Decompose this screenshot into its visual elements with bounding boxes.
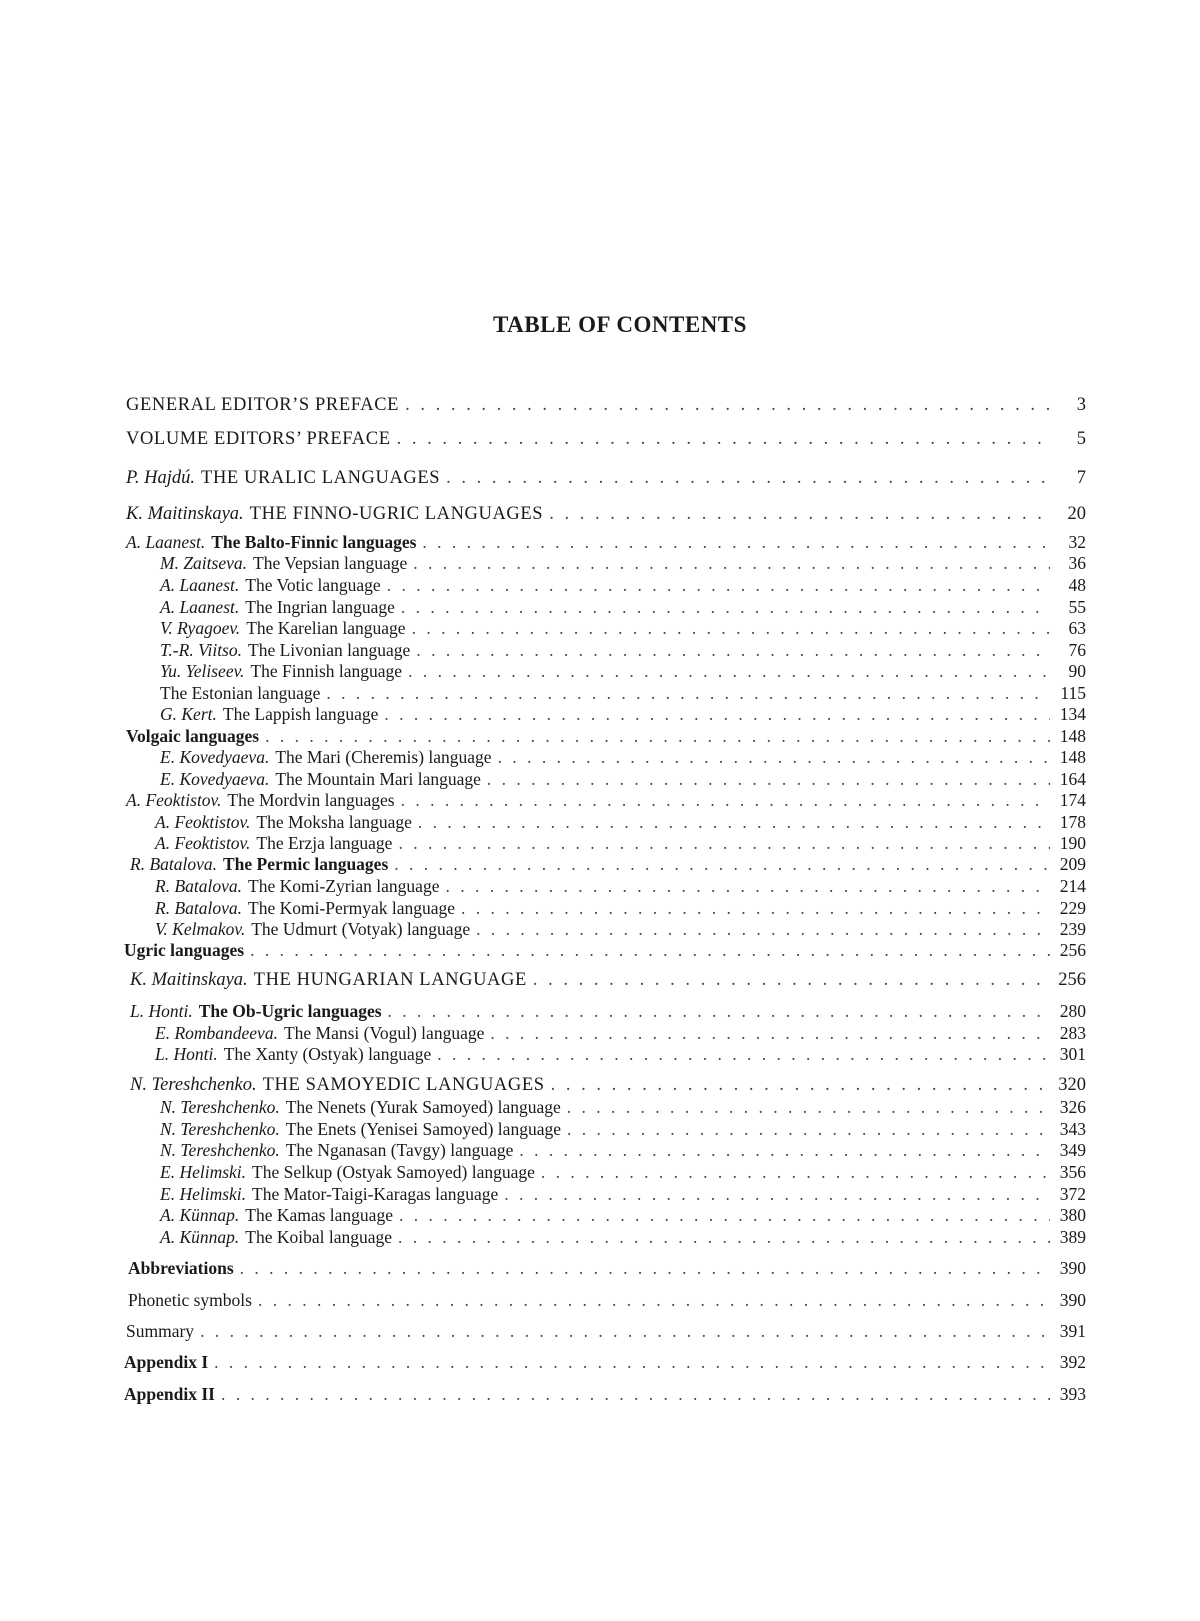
toc-entry-title: The Finnish language [250, 661, 403, 681]
toc-entry-author: E. Helimski. [160, 1184, 247, 1204]
dot-leader [567, 1118, 1050, 1140]
toc-entry-title: The Karelian language [246, 618, 406, 638]
toc-entry-author: A. Feoktistov. [155, 833, 251, 853]
toc-entry-author: E. Helimski. [160, 1162, 247, 1182]
toc-entry-page-number: 372 [1059, 1184, 1086, 1204]
toc-entry-page-number: 326 [1059, 1097, 1086, 1117]
toc-entry-page-number: 392 [1059, 1352, 1086, 1372]
toc-entry-page-number: 7 [1076, 468, 1086, 488]
toc-entry [160, 703, 1086, 725]
toc-entry-title: Summary [126, 1321, 195, 1341]
toc-entry-page-number: 164 [1059, 769, 1086, 789]
dot-leader [200, 1320, 1050, 1342]
toc-entry [160, 1183, 1086, 1205]
toc-entry [124, 1351, 1086, 1373]
toc-entry [160, 574, 1086, 596]
dot-leader [533, 969, 1050, 991]
toc-entry [160, 682, 1086, 704]
toc-entry-page-number: 380 [1059, 1205, 1086, 1225]
toc-entry-title: The Permic languages [223, 854, 389, 874]
toc-entry [126, 503, 1086, 525]
dot-leader [461, 897, 1050, 919]
toc-entry-author: T.-R. Viitso. [160, 640, 242, 660]
toc-entry-title: The Mansi (Vogul) language [283, 1023, 485, 1043]
toc-entry [160, 639, 1086, 661]
toc-entry-author: P. Hajdú. [126, 468, 196, 488]
toc-entry [126, 789, 1086, 811]
toc-entry-page-number: 174 [1059, 790, 1086, 810]
toc-entry-page-number: 55 [1068, 597, 1086, 617]
toc-entry-author: A. Laanest. [160, 597, 240, 617]
toc-entry-author: V. Kelmakov. [155, 919, 246, 939]
toc-entry-page-number: 90 [1068, 661, 1086, 681]
dot-leader [476, 918, 1050, 940]
dot-leader [445, 875, 1050, 897]
toc-entry-page-number: 115 [1060, 683, 1086, 703]
toc-entry-author: A. Laanest. [126, 532, 206, 552]
toc-entry [126, 531, 1086, 553]
toc-entry-title: GENERAL EDITOR’S PREFACE [126, 395, 400, 415]
toc-entry-page-number: 256 [1059, 940, 1086, 960]
toc-entry-page-number: 389 [1059, 1227, 1086, 1247]
toc-entry-title: Abbreviations [128, 1258, 234, 1278]
toc-entry [128, 1257, 1086, 1279]
toc-entry [155, 811, 1086, 833]
dot-leader [413, 552, 1050, 574]
toc-entry-page-number: 229 [1059, 898, 1086, 918]
dot-leader [446, 467, 1050, 489]
dot-leader [401, 596, 1050, 618]
toc-entry-page-number: 283 [1059, 1023, 1086, 1043]
toc-entry-title: The Ob-Ugric languages [198, 1001, 382, 1021]
dot-leader [221, 1383, 1050, 1405]
toc-entry-page-number: 134 [1059, 704, 1086, 724]
dot-leader [258, 1289, 1050, 1311]
dot-leader [388, 1000, 1050, 1022]
toc-entry-title: THE HUNGARIAN LANGUAGE [253, 970, 527, 990]
toc-entry-author: V. Ryagoev. [160, 618, 241, 638]
toc-entry-page-number: 390 [1059, 1290, 1086, 1310]
toc-entry-title: THE URALIC LANGUAGES [201, 468, 441, 488]
dot-leader [405, 394, 1050, 416]
toc-entry [155, 832, 1086, 854]
dot-leader [498, 746, 1050, 768]
dot-leader [326, 682, 1050, 704]
toc-entry [126, 428, 1086, 450]
toc-entry-page-number: 63 [1068, 618, 1086, 638]
toc-entry-author: A. Künnap. [160, 1205, 240, 1225]
toc-entry-page-number: 343 [1059, 1119, 1086, 1139]
dot-leader [412, 617, 1050, 639]
toc-entry-author: R. Batalova. [155, 876, 242, 896]
dot-leader [551, 1074, 1050, 1096]
toc-entry-author: L. Honti. [130, 1001, 193, 1021]
toc-entry [160, 660, 1086, 682]
toc-entry-page-number: 209 [1059, 854, 1086, 874]
toc-entry-title: Ugric languages [124, 940, 245, 960]
dot-leader [487, 768, 1050, 790]
dot-leader [422, 531, 1050, 553]
toc-entry-author: N. Tereshchenko. [160, 1119, 280, 1139]
toc-entry [160, 1161, 1086, 1183]
toc-entry-title: The Komi-Permyak language [248, 898, 456, 918]
toc-entry-title: The Udmurt (Votyak) language [251, 919, 471, 939]
toc-entry [160, 1118, 1086, 1140]
toc-entry [160, 1204, 1086, 1226]
toc-entry [130, 1074, 1086, 1096]
dot-leader [240, 1257, 1050, 1279]
toc-entry-title: THE SAMOYEDIC LANGUAGES [262, 1075, 545, 1095]
toc-entry-author: N. Tereshchenko. [130, 1075, 257, 1095]
toc-entry-title: THE FINNO-UGRIC LANGUAGES [249, 504, 544, 524]
toc-entry-page-number: 190 [1059, 833, 1086, 853]
toc-entry-page-number: 349 [1059, 1140, 1086, 1160]
toc-entry [160, 1139, 1086, 1161]
toc-entry-title: The Koibal language [245, 1227, 393, 1247]
toc-entry-title: The Vepsian language [253, 553, 408, 573]
toc-entry [130, 853, 1086, 875]
toc-entry-page-number: 301 [1059, 1044, 1086, 1064]
toc-entry-page-number: 356 [1059, 1162, 1086, 1182]
toc-entry-page-number: 76 [1068, 640, 1086, 660]
dot-leader [490, 1022, 1050, 1044]
toc-entry [160, 746, 1086, 768]
toc-entry-author: Yu. Yeliseev. [160, 661, 245, 681]
toc-entry-title: Appendix I [124, 1352, 209, 1372]
toc-entry-author: E. Rombandeeva. [155, 1023, 278, 1043]
dot-leader [394, 853, 1050, 875]
dot-leader [401, 789, 1050, 811]
dot-leader [504, 1183, 1050, 1205]
toc-entry-title: The Mountain Mari language [275, 769, 481, 789]
toc-entry-title: The Enets (Yenisei Samoyed) language [285, 1119, 561, 1139]
toc-entry-title: The Livonian language [248, 640, 411, 660]
dot-leader [549, 503, 1050, 525]
toc-entry [126, 467, 1086, 489]
toc-entry-title: Appendix II [124, 1384, 215, 1404]
dot-leader [567, 1096, 1050, 1118]
toc-entry-title: The Votic language [245, 575, 381, 595]
toc-entry-title: The Xanty (Ostyak) language [223, 1044, 432, 1064]
toc-entry-page-number: 36 [1068, 553, 1086, 573]
toc-entry-author: A. Künnap. [160, 1227, 240, 1247]
toc-entry-page-number: 280 [1059, 1001, 1086, 1021]
toc-entry-title: The Nganasan (Tavgy) language [285, 1140, 514, 1160]
toc-entry [155, 875, 1086, 897]
toc-entry-page-number: 320 [1058, 1075, 1086, 1095]
toc-entry-title: The Kamas language [245, 1205, 393, 1225]
toc-entry-title: The Balto-Finnic languages [211, 532, 417, 552]
toc-entry-title: The Komi-Zyrian language [248, 876, 440, 896]
toc-entry-page-number: 239 [1059, 919, 1086, 939]
dot-leader [397, 428, 1050, 450]
toc-entry [155, 918, 1086, 940]
dot-leader [384, 703, 1050, 725]
toc-entry [126, 394, 1086, 416]
toc-entry-author: A. Feoktistov. [126, 790, 222, 810]
dot-leader [387, 574, 1050, 596]
toc-entry [126, 725, 1086, 747]
toc-entry-title: The Nenets (Yurak Samoyed) language [285, 1097, 561, 1117]
toc-entry-title: The Mator-Taigi-Karagas language [252, 1184, 499, 1204]
toc-entry [160, 596, 1086, 618]
toc-entry-title: Volgaic languages [126, 726, 260, 746]
dot-leader [399, 1204, 1050, 1226]
dot-leader [437, 1043, 1050, 1065]
toc-entry-author: A. Laanest. [160, 575, 240, 595]
dot-leader [418, 811, 1050, 833]
toc-entry-author: E. Kovedyaeva. [160, 747, 270, 767]
toc-entry-page-number: 256 [1058, 970, 1086, 990]
toc-entry [160, 1226, 1086, 1248]
dot-leader [398, 832, 1050, 854]
toc-entry-title: The Estonian language [160, 683, 321, 703]
toc-entry-page-number: 5 [1076, 429, 1086, 449]
toc-entry-page-number: 48 [1068, 575, 1086, 595]
toc-entry-title: The Mordvin languages [227, 790, 395, 810]
dot-leader [519, 1139, 1050, 1161]
toc-entry [126, 1320, 1086, 1342]
toc-entry-page-number: 148 [1059, 726, 1086, 746]
toc-entry-page-number: 393 [1059, 1384, 1086, 1404]
toc-entry [155, 1022, 1086, 1044]
toc-entry [124, 939, 1086, 961]
toc-entry-page-number: 3 [1076, 395, 1086, 415]
toc-entry-page-number: 178 [1059, 812, 1086, 832]
toc-entry [155, 897, 1086, 919]
toc-entry-title: The Mari (Cheremis) language [275, 747, 492, 767]
toc-entry-author: G. Kert. [160, 704, 217, 724]
dot-leader [265, 725, 1050, 747]
toc-entry-page-number: 20 [1067, 504, 1086, 524]
toc-entry-author: M. Zaitseva. [160, 553, 248, 573]
toc-entry [160, 768, 1086, 790]
dot-leader [416, 639, 1050, 661]
toc-entry-author: K. Maitinskaya. [126, 504, 244, 524]
toc-entry-author: R. Batalova. [130, 854, 217, 874]
toc-entry-author: K. Maitinskaya. [130, 970, 248, 990]
toc-entry-page-number: 32 [1068, 532, 1086, 552]
toc-entry [124, 1383, 1086, 1405]
toc-entry-title: Phonetic symbols [128, 1290, 252, 1310]
toc-entry [160, 617, 1086, 639]
toc-entry-author: A. Feoktistov. [155, 812, 251, 832]
dot-leader [214, 1351, 1050, 1373]
toc-entry [160, 552, 1086, 574]
toc-entry-title: The Erzja language [256, 833, 393, 853]
page-title: TABLE OF CONTENTS [493, 312, 747, 337]
toc-entry-author: R. Batalova. [155, 898, 242, 918]
toc-entry-author: L. Honti. [155, 1044, 218, 1064]
toc-entry-author: N. Tereshchenko. [160, 1140, 280, 1160]
dot-leader [408, 660, 1050, 682]
toc-entry [160, 1096, 1086, 1118]
dot-leader [541, 1161, 1050, 1183]
dot-leader [250, 939, 1050, 961]
toc-entry [130, 1000, 1086, 1022]
dot-leader [398, 1226, 1050, 1248]
toc-entry [128, 1289, 1086, 1311]
toc-entry-author: N. Tereshchenko. [160, 1097, 280, 1117]
toc-entry-title: The Selkup (Ostyak Samoyed) language [252, 1162, 535, 1182]
toc-entry-title: The Lappish language [222, 704, 379, 724]
toc-entry-title: The Ingrian language [245, 597, 395, 617]
toc-entry-author: E. Kovedyaeva. [160, 769, 270, 789]
toc-entry [130, 969, 1086, 991]
toc-entry-title: VOLUME EDITORS’ PREFACE [126, 429, 391, 449]
toc-entry-page-number: 148 [1059, 747, 1086, 767]
toc-entry-title: The Moksha language [256, 812, 412, 832]
toc-entry-page-number: 391 [1059, 1321, 1086, 1341]
toc-entry-page-number: 390 [1059, 1258, 1086, 1278]
toc-entry [155, 1043, 1086, 1065]
toc-entry-page-number: 214 [1059, 876, 1086, 896]
